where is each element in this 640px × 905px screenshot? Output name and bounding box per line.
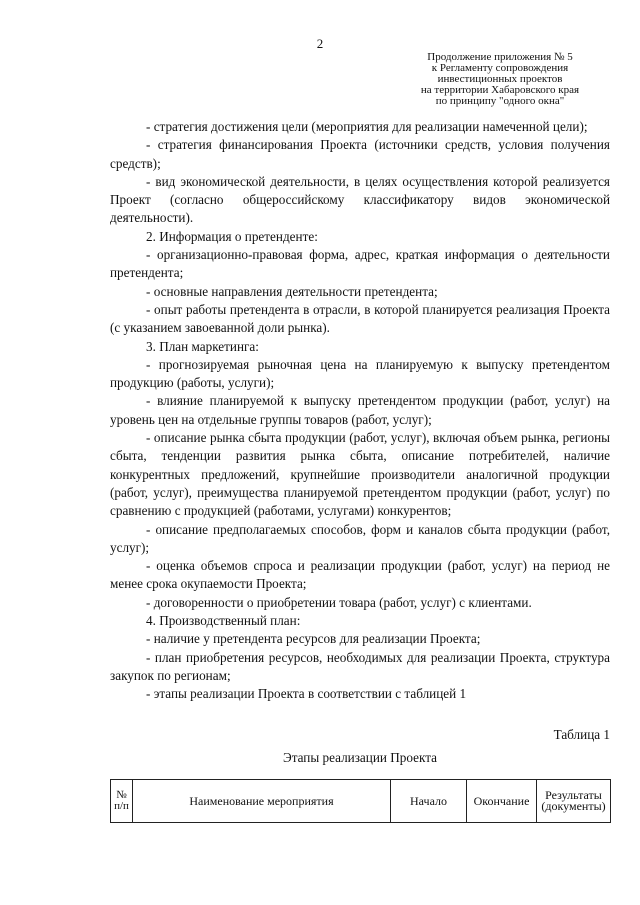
paragraph: - план приобретения ресурсов, необходимых для реализации Проекта, структура закупок по регионам; [110, 649, 610, 683]
header-number: № п/п [111, 780, 133, 823]
appendix-header [380, 52, 620, 107]
page-number: 2 [316, 36, 324, 51]
table-title: Этапы реализации Проекта [282, 750, 437, 765]
section-heading: 2. Информация о претенденте: [146, 228, 318, 244]
stages-table [110, 779, 611, 823]
paragraph: - стратегия достижения цели (мероприятия для реализации намеченной цели); [146, 119, 588, 134]
table-caption: Таблица 1 [553, 727, 610, 742]
paragraph: - влияние планируемой к выпуску претендентом продукции (работ, услуг) на уровень цен на отдельные группы товаров (работ, услуг); [110, 393, 610, 427]
paragraph: - основные направления деятельности претендента; [146, 283, 438, 299]
table-header-row [111, 780, 611, 823]
appendix-line: инвестиционных проектов [437, 73, 563, 85]
appendix-line: по принципу "одного окна" [435, 95, 565, 107]
paragraph: - описание рынка сбыта продукции (работ, услуг), включая объем рынка, регионы сбыта, тенденции развития рынка сбыта, описание потребителей, наличие конкурентных предложений, крупнейшие производители аналогичной продукции (работ, услуг), преимущества планируемой претендентом продукции (работ, услуг) по сравнению с продукцией (работами, услугами) конкурентов; [110, 430, 610, 519]
document-body [110, 118, 610, 704]
paragraph: - вид экономической деятельности, в целях осуществления которой реализуется Проект (согласно общероссийскому классификатору видов экономической деятельности). [110, 173, 610, 226]
header-end: Окончание [467, 780, 537, 823]
paragraph: - опыт работы претендента в отрасли, в которой планируется реализация Проекта (с указанием завоеванной доли рынка). [110, 301, 610, 336]
appendix-line: к Регламенту сопровождения [431, 62, 569, 74]
section-heading: 3. План маркетинга: [146, 338, 259, 354]
appendix-line: на территории Хабаровского края [420, 84, 580, 96]
paragraph: - договоренности о приобретении товара (работ, услуг) с клиентами. [146, 594, 532, 610]
paragraph: - организационно-правовая форма, адрес, краткая информация о деятельности претендента; [110, 247, 610, 281]
header-start: Начало [391, 780, 467, 823]
paragraph: - наличие у претендента ресурсов для реализации Проекта; [146, 631, 481, 647]
paragraph: - описание предполагаемых способов, форм и каналов сбыта продукции (работ, услуг); [110, 521, 610, 555]
section-heading: 4. Производственный план: [146, 613, 301, 629]
paragraph: - этапы реализации Проекта в соответствии с таблицей 1 [146, 686, 467, 702]
header-activity-name: Наименование мероприятия [133, 780, 391, 823]
paragraph: - прогнозируемая рыночная цена на планируемую к выпуску претендентом продукцию (работы, услуги); [110, 356, 610, 391]
header-results: Результаты (документы) [537, 780, 611, 823]
paragraph: - оценка объемов спроса и реализации продукции (работ, услуг) на период не менее срока окупаемости Проекта; [110, 558, 610, 592]
appendix-line: Продолжение приложения № 5 [427, 51, 573, 63]
paragraph: - стратегия финансирования Проекта (источники средств, условия получения средств); [110, 137, 610, 171]
